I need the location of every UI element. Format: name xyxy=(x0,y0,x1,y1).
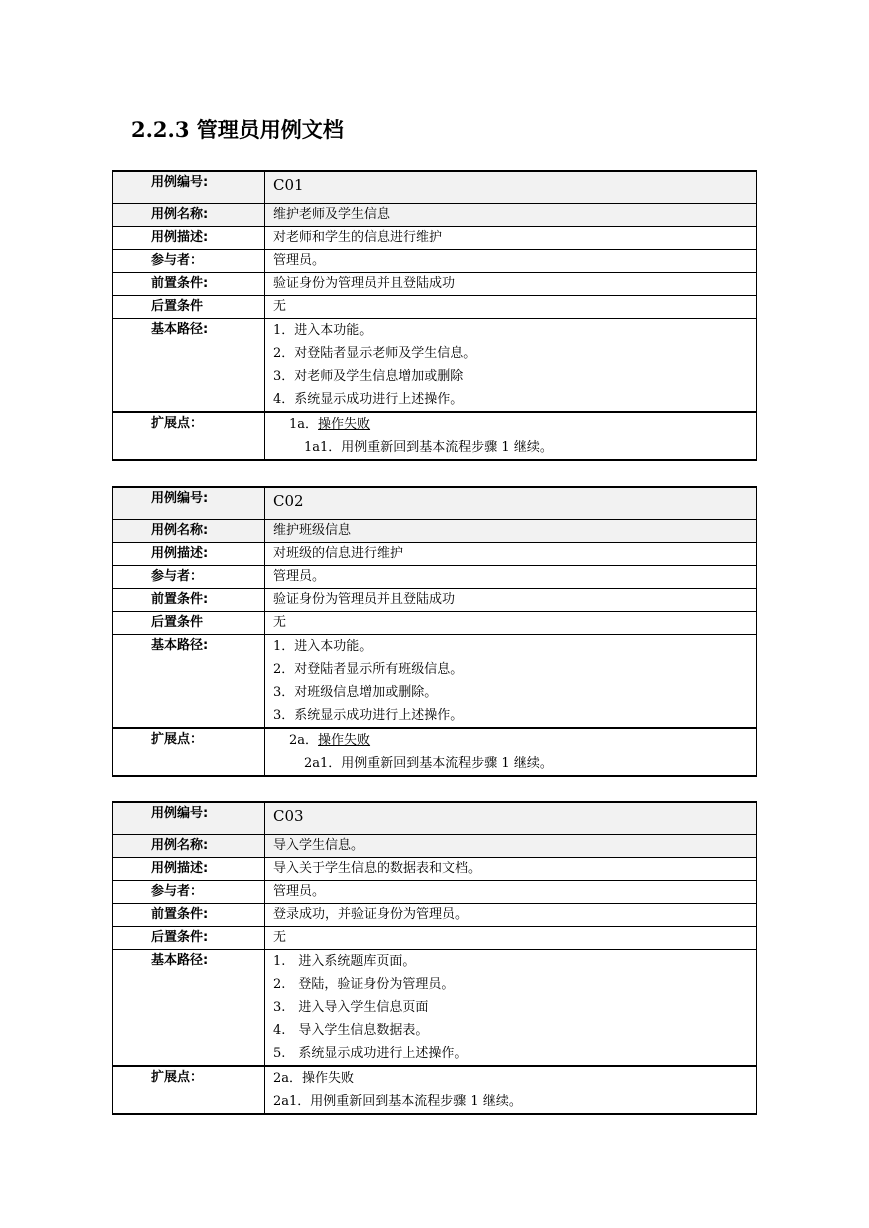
case-name: 维护班级信息 xyxy=(265,520,757,543)
ext-detail: 2a1．用例重新回到基本流程步骤 1 继续。 xyxy=(304,756,553,771)
label-desc: 用例描述: xyxy=(113,858,265,881)
case-desc: 对班级的信息进行维护 xyxy=(265,543,757,566)
step: 3．对老师及学生信息增加或删除 xyxy=(273,369,464,384)
label-post: 后置条件 xyxy=(113,612,265,635)
ext-title: 操作失败 xyxy=(318,417,371,432)
case-pre: 验证身份为管理员并且登陆成功 xyxy=(265,589,757,612)
label-actor: 参与者： xyxy=(113,250,265,273)
label-ext: 扩展点： xyxy=(113,412,265,460)
step: 1．进入本功能。 xyxy=(273,323,373,338)
case-ext xyxy=(265,1066,757,1114)
label-desc: 用例描述: xyxy=(113,227,265,250)
step: 1．进入本功能。 xyxy=(273,639,373,654)
ext-prefix: 2a． xyxy=(289,733,319,748)
step: 1. 进入系统题库页面。 xyxy=(273,954,416,969)
label-path: 基本路径: xyxy=(113,319,265,413)
case-post: 无 xyxy=(265,296,757,319)
label-pre: 前置条件: xyxy=(113,273,265,296)
label-actor: 参与者： xyxy=(113,566,265,589)
label-ext: 扩展点： xyxy=(113,728,265,776)
case-pre: 验证身份为管理员并且登陆成功 xyxy=(265,273,757,296)
ext-title: 操作失败 xyxy=(318,733,371,748)
label-path: 基本路径: xyxy=(113,635,265,729)
step: 2．对登陆者显示所有班级信息。 xyxy=(273,662,464,677)
case-id: C03 xyxy=(265,802,757,835)
label-id: 用例编号: xyxy=(113,802,265,835)
ext-detail: 2a1．用例重新回到基本流程步骤 1 继续。 xyxy=(273,1094,522,1109)
label-post: 后置条件: xyxy=(113,927,265,950)
case-steps xyxy=(265,635,757,729)
label-pre: 前置条件: xyxy=(113,904,265,927)
case-pre: 登录成功，并验证身份为管理员。 xyxy=(265,904,757,927)
case-steps xyxy=(265,319,757,413)
step: 5. 系统显示成功进行上述操作。 xyxy=(273,1046,468,1061)
use-case-table-c01 xyxy=(112,170,757,461)
case-steps xyxy=(265,950,757,1067)
label-post: 后置条件 xyxy=(113,296,265,319)
step: 3．对班级信息增加或删除。 xyxy=(273,685,438,700)
case-actor: 管理员。 xyxy=(265,250,757,273)
case-name: 导入学生信息。 xyxy=(265,835,757,858)
case-post: 无 xyxy=(265,927,757,950)
label-path: 基本路径: xyxy=(113,950,265,1067)
case-post: 无 xyxy=(265,612,757,635)
label-name: 用例名称: xyxy=(113,204,265,227)
case-name: 维护老师及学生信息 xyxy=(265,204,757,227)
use-case-table-c02 xyxy=(112,486,757,777)
label-pre: 前置条件: xyxy=(113,589,265,612)
label-name: 用例名称: xyxy=(113,835,265,858)
step: 2．对登陆者显示老师及学生信息。 xyxy=(273,346,477,361)
case-desc: 导入关于学生信息的数据表和文档。 xyxy=(265,858,757,881)
case-actor: 管理员。 xyxy=(265,566,757,589)
label-id: 用例编号: xyxy=(113,487,265,520)
case-desc: 对老师和学生的信息进行维护 xyxy=(265,227,757,250)
ext-detail: 1a1．用例重新回到基本流程步骤 1 继续。 xyxy=(304,440,553,455)
step: 4．系统显示成功进行上述操作。 xyxy=(273,392,464,407)
case-id: C01 xyxy=(265,171,757,204)
ext-prefix: 2a． xyxy=(273,1071,303,1086)
label-ext: 扩展点： xyxy=(113,1066,265,1114)
case-ext xyxy=(265,412,757,460)
step: 4. 导入学生信息数据表。 xyxy=(273,1023,429,1038)
case-ext xyxy=(265,728,757,776)
label-id: 用例编号: xyxy=(113,171,265,204)
case-id: C02 xyxy=(265,487,757,520)
step: 3．系统显示成功进行上述操作。 xyxy=(273,708,464,723)
case-actor: 管理员。 xyxy=(265,881,757,904)
label-actor: 参与者： xyxy=(113,881,265,904)
label-desc: 用例描述: xyxy=(113,543,265,566)
step: 2. 登陆，验证身份为管理员。 xyxy=(273,977,455,992)
ext-prefix: 1a． xyxy=(289,417,319,432)
label-name: 用例名称: xyxy=(113,520,265,543)
step: 3. 进入导入学生信息页面 xyxy=(273,1000,429,1015)
use-case-table-c03 xyxy=(112,801,757,1115)
page-title: 2.2.3 管理员用例文档 xyxy=(131,117,344,142)
ext-title: 操作失败 xyxy=(302,1071,355,1086)
